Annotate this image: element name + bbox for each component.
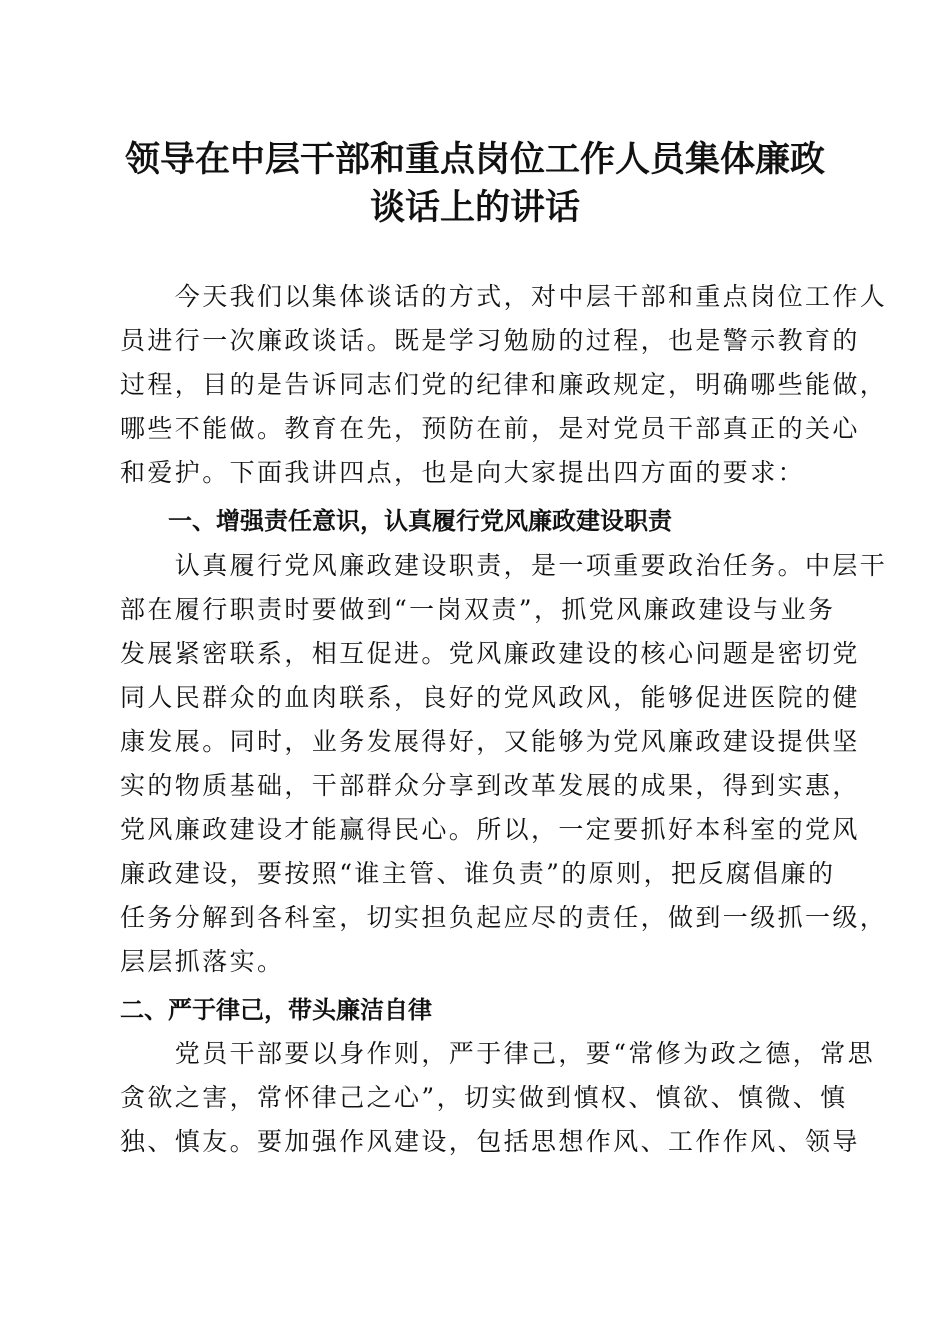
section-2-line-1: 党员干部要以身作则，严于律己，要“常修为政之德，常思	[120, 1039, 875, 1068]
section-1-line-8: 廉政建设，要按照“谁主管、谁负责”的原则，把反腐倡廉的	[120, 859, 836, 888]
section-1-line-4: 同人民群众的血肉联系，良好的党风政风，能够促进医院的健	[120, 683, 860, 712]
section-1-line-10: 层层抓落实。	[120, 947, 285, 976]
intro-line-5: 和爱护。下面我讲四点，也是向大家提出四方面的要求：	[120, 458, 806, 487]
section-2-heading: 二、严于律己，带头廉洁自律	[120, 996, 432, 1024]
section-2-line-2: 贪欲之害，常怀律己之心”，切实做到慎权、慎欲、慎微、慎	[120, 1083, 848, 1112]
section-2-line-3: 独、慎友。要加强作风建设，包括思想作风、工作作风、领导	[120, 1127, 860, 1156]
document-title-line-1: 领导在中层干部和重点岗位工作人员集体廉政	[124, 139, 825, 180]
section-1-line-1: 认真履行党风廉政建设职责，是一项重要政治任务。中层干	[120, 551, 888, 580]
section-1-line-3: 发展紧密联系，相互促进。党风廉政建设的核心问题是密切党	[120, 639, 860, 668]
section-1-line-6: 实的物质基础，干部群众分享到改革发展的成果，得到实惠，	[120, 771, 860, 800]
intro-line-3: 过程，目的是告诉同志们党的纪律和廉政规定，明确哪些能做，	[120, 370, 888, 399]
section-1-line-9: 任务分解到各科室，切实担负起应尽的责任，做到一级抓一级，	[120, 903, 888, 932]
document-title-line-2: 谈话上的讲话	[369, 187, 580, 228]
intro-line-1: 今天我们以集体谈话的方式，对中层干部和重点岗位工作人	[120, 282, 888, 311]
section-1-line-5: 康发展。同时，业务发展得好，又能够为党风廉政建设提供坚	[120, 727, 860, 756]
intro-line-2: 员进行一次廉政谈话。既是学习勉励的过程，也是警示教育的	[120, 326, 860, 355]
section-1-line-2: 部在履行职责时要做到“一岗双责”，抓党风廉政建设与业务	[120, 595, 836, 624]
intro-line-4: 哪些不能做。教育在先，预防在前，是对党员干部真正的关心	[120, 414, 860, 443]
section-1-heading: 一、增强责任意识，认真履行党风廉政建设职责	[120, 507, 672, 535]
section-1-line-7: 党风廉政建设才能赢得民心。所以，一定要抓好本科室的党风	[120, 815, 860, 844]
